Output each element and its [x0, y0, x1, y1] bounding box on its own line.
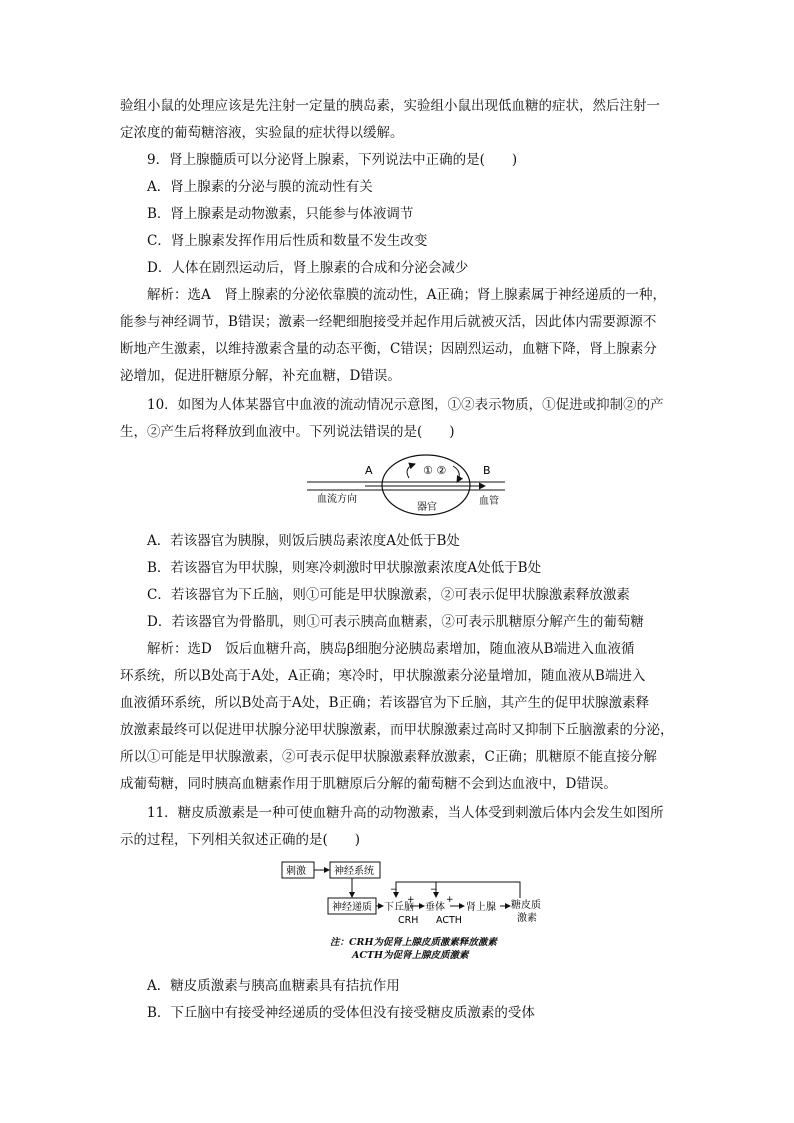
crh-label: CRH [398, 915, 419, 926]
q10-analysis: 成葡萄糖，同时胰高血糖素作用于肌糖原后分解的葡萄糖不会到达血液中，D错误。 [120, 776, 617, 792]
q9-option-b: B．肾上腺素是动物激素，只能参与体液调节 [147, 206, 414, 222]
q10-analysis: 解析：选D 饭后血糖升高，胰岛β细胞分泌胰岛素增加，随血液从B端进入血液循 [147, 641, 635, 657]
question-11-stem: 示的过程，下列相关叙述正确的是( ) [120, 832, 361, 848]
plus-sign: + [407, 895, 415, 905]
q9-option-c: C．肾上腺素发挥作用后性质和数量不发生改变 [147, 233, 428, 249]
plus-sign: + [446, 895, 454, 905]
blood-flow-diagram [305, 450, 510, 518]
figure-note: 注：CRH为促肾上腺皮质激素释放激素 [330, 937, 497, 948]
q10-analysis: 所以①可能是甲状腺激素，②可表示促甲状腺激素释放激素，C正确；肌糖原不能直接分解 [120, 749, 657, 765]
q11-option-b: B．下丘脑中有接受神经递质的受体但没有接受糖皮质激素的受体 [147, 1005, 535, 1021]
label-a: A [365, 464, 373, 477]
substance-arrow-out [453, 466, 459, 482]
acth-label: ACTH [436, 915, 462, 926]
q9-option-d: D．人体在剧烈运动后，肾上腺素的合成和分泌会减少 [147, 260, 469, 276]
gc-label: 激素 [517, 913, 537, 924]
q9-option-a: A．肾上腺素的分泌与膜的流动性有关 [147, 179, 373, 195]
question-10-stem: 10．如图为人体某器官中血液的流动情况示意图，①②表示物质，①促进或抑制②的产 [147, 397, 664, 413]
substance-arrow-in [407, 464, 415, 478]
q10-option-b: B．若该器官为甲状腺，则寒冷刺激时甲状腺激素浓度A处低于B处 [147, 560, 542, 576]
nervous-system-label: 神经系统 [334, 866, 374, 877]
q9-analysis: 解析：选A 肾上腺素的分泌依靠膜的流动性，A正确；肾上腺素属于神经递质的一种， [147, 287, 666, 303]
vessel-label: 血管 [479, 496, 499, 507]
pituitary-label: 垂体 [425, 902, 445, 913]
q9-analysis: 能参与神经调节，B错误；激素一经靶细胞接受并起作用后就被灭活，因此体内需要源源不 [120, 314, 657, 330]
q10-analysis: 血液循环系统，所以B处高于A处，B正确；若该器官为下丘脑，其产生的促甲状腺激素释 [120, 695, 650, 711]
minus-sign: − [430, 885, 438, 895]
q10-option-a: A．若该器官为胰腺，则饭后胰岛素浓度A处低于B处 [147, 533, 460, 549]
organ-label: 器官 [417, 502, 437, 513]
q9-analysis: 泌增加，促进肝糖原分解，补充血糖，D错误。 [120, 368, 401, 384]
question-11-stem: 11．糖皮质激素是一种可使血糖升高的动物激素，当人体受到刺激后体内会发生如图所 [147, 805, 664, 821]
figure-note: ACTH为促肾上腺皮质激素 [352, 950, 469, 961]
hormone-regulation-diagram [280, 858, 555, 928]
stimulus-label: 刺激 [286, 866, 306, 877]
text-line: 定浓度的葡萄糖溶液，实验鼠的症状得以缓解。 [120, 125, 404, 141]
q10-analysis: 放激素最终可以促进甲状腺分泌甲状腺激素，而甲状腺激素过高时又抑制下丘脑激素的分泌， [120, 722, 674, 738]
q10-option-d: D．若该器官为骨骼肌，则①可表示胰高血糖素，②可表示肌糖原分解产生的葡萄糖 [147, 614, 644, 630]
label-b: B [483, 464, 491, 477]
hypothalamus-label: 下丘脑 [384, 902, 414, 913]
adrenal-label: 肾上腺 [466, 902, 496, 913]
flow-direction-label: 血流方向 [317, 494, 357, 505]
q9-analysis: 断地产生激素，以维持激素含量的动态平衡，C错误；因剧烈运动，血糖下降，肾上腺素分 [120, 341, 657, 357]
transmitter-label: 神经递质 [332, 902, 372, 913]
q10-option-c: C．若该器官为下丘脑，则①可能是甲状腺激素，②可表示促甲状腺激素释放激素 [147, 587, 630, 603]
feedback-to-hypothalamus [396, 882, 520, 898]
substance-labels: ① ② [423, 464, 447, 477]
q11-option-a: A．糖皮质激素与胰高血糖素具有拮抗作用 [147, 978, 400, 994]
q10-analysis: 环系统，所以B处高于A处，A正确；寒冷时，甲状腺激素分泌量增加，随血液从B端进入 [120, 668, 646, 684]
question-10-stem: 生，②产生后将释放到血液中。下列说法错误的是( ) [120, 424, 455, 440]
minus-sign: − [390, 885, 398, 895]
gc-label: 糖皮质 [511, 900, 541, 911]
question-9-stem: 9．肾上腺髓质可以分泌肾上腺素，下列说法中正确的是( ) [147, 152, 518, 168]
text-line: 验组小鼠的处理应该是先注射一定量的胰岛素，实验组小鼠出现低血糖的症状，然后注射一 [120, 98, 660, 114]
